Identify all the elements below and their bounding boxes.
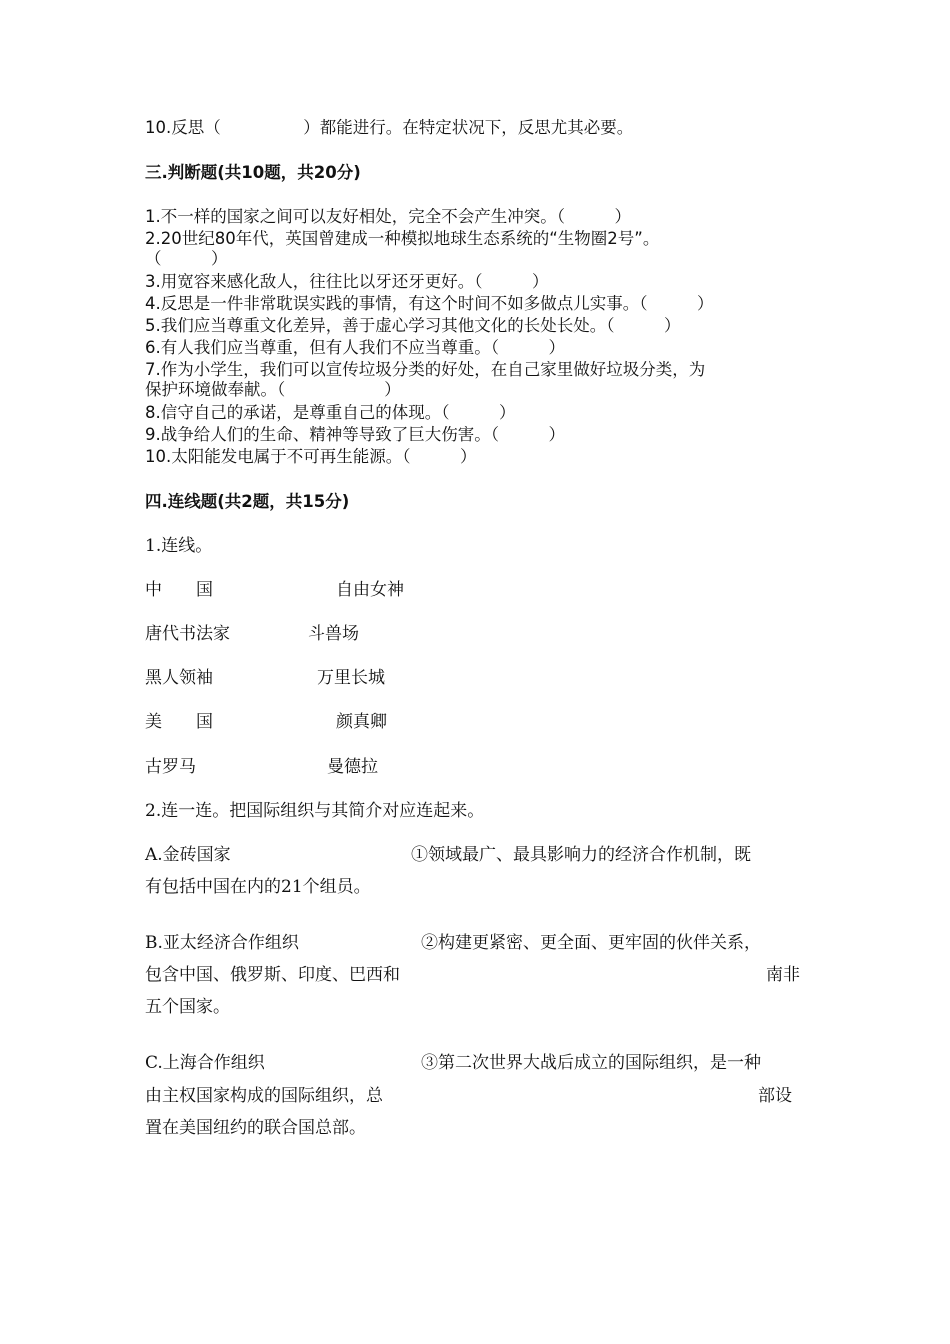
q1-left-3: 黑人领袖 [145, 668, 213, 688]
q2-a-left: A.金砖国家 [145, 845, 231, 865]
tf-item-7-cont: 保护环境做奉献。（ ） [145, 380, 401, 399]
q1-left-2: 唐代书法家 [145, 624, 230, 644]
q1-right-3: 万里长城 [317, 668, 385, 688]
q2-c-cont1-tail: 部设 [758, 1086, 792, 1106]
tf-item-7: 7.作为小学生，我们可以宣传垃圾分类的好处，在自己家里做好垃圾分类，为 [145, 360, 706, 379]
tf-item-9: 9.战争给人们的生命、精神等导致了巨大伤害。（ ） [145, 425, 565, 444]
q2-b-cont1-tail: 南非 [766, 965, 800, 985]
tf-item-2-blank: （ ） [145, 249, 228, 268]
q2-c-right: ③第二次世界大战后成立的国际组织，是一种 [421, 1053, 761, 1073]
q2-b-right: ②构建更紧密、更全面、更牢固的伙伴关系， [421, 933, 761, 953]
matching-q1-prompt: 1.连线。 [145, 536, 213, 556]
q1-right-1: 自由女神 [336, 580, 404, 600]
tf-item-1: 1.不一样的国家之间可以友好相处，完全不会产生冲突。（ ） [145, 207, 631, 226]
tf-item-10: 10.太阳能发电属于不可再生能源。（ ） [145, 447, 477, 466]
fill-blank-item-10: 10.反思（ ）都能进行。在特定状况下，反思尤其必要。 [145, 118, 634, 137]
tf-item-8: 8.信守自己的承诺，是尊重自己的体现。（ ） [145, 403, 516, 422]
tf-item-3: 3.用宽容来感化敌人，往往比以牙还牙更好。（ ） [145, 272, 549, 291]
tf-item-6: 6.有人我们应当尊重，但有人我们不应当尊重。（ ） [145, 338, 565, 357]
q2-a-right: ①领域最广、最具影响力的经济合作机制，既 [411, 845, 751, 865]
q2-c-cont2: 置在美国纽约的联合国总部。 [145, 1118, 366, 1138]
q1-left-1: 中 国 [145, 580, 213, 600]
q1-right-4: 颜真卿 [336, 712, 387, 732]
q2-a-cont: 有包括中国在内的21个组员。 [145, 877, 371, 897]
section-heading-matching: 四.连线题(共2题，共15分) [145, 492, 350, 511]
tf-item-2: 2.20世纪80年代，英国曾建成一种模拟地球生态系统的“生物圈2号”。 [145, 229, 660, 248]
section-heading-true-false: 三.判断题(共10题，共20分) [145, 163, 361, 182]
q2-b-left: B.亚太经济合作组织 [145, 933, 299, 953]
q2-b-cont1: 包含中国、俄罗斯、印度、巴西和 [145, 965, 400, 985]
q1-left-4: 美 国 [145, 712, 213, 732]
tf-item-5: 5.我们应当尊重文化差异，善于虚心学习其他文化的长处长处。（ ） [145, 316, 681, 335]
q2-b-cont2: 五个国家。 [145, 997, 230, 1017]
matching-q2-prompt: 2.连一连。把国际组织与其简介对应连起来。 [145, 801, 485, 821]
q2-c-cont1: 由主权国家构成的国际组织，总 [145, 1086, 383, 1106]
q2-c-left: C.上海合作组织 [145, 1053, 265, 1073]
q1-right-5: 曼德拉 [327, 757, 378, 777]
q1-right-2: 斗兽场 [308, 624, 359, 644]
tf-item-4: 4.反思是一件非常耽误实践的事情，有这个时间不如多做点儿实事。（ ） [145, 294, 714, 313]
q1-left-5: 古罗马 [145, 757, 196, 777]
